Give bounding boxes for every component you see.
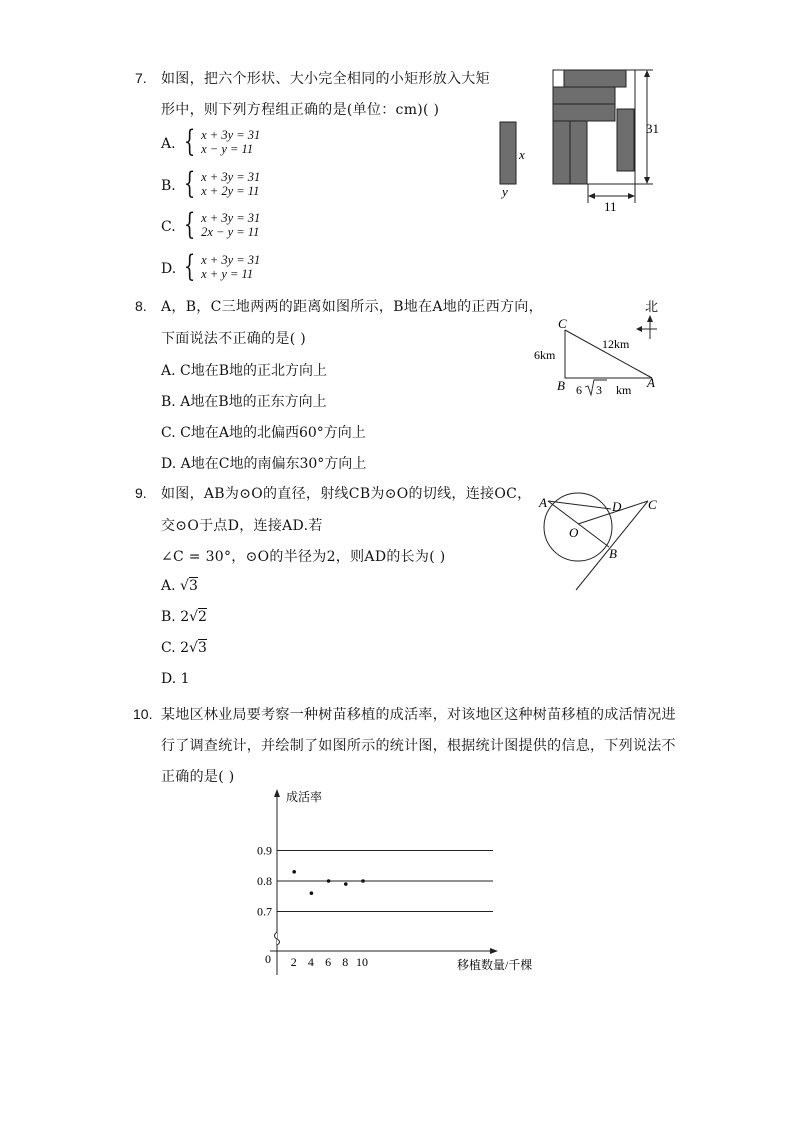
q9-option-c-coef: 2 (180, 640, 190, 656)
q8-label-ba-unit: km (616, 383, 632, 397)
q8-point-a: A (647, 375, 655, 390)
q8-option-a[interactable] (161, 360, 327, 380)
q7-label-31: 31 (646, 121, 659, 136)
q7-rectangle-figure (495, 65, 675, 215)
q9-option-b[interactable] (161, 609, 207, 625)
q9-point-b: B (609, 546, 617, 561)
q9-text-line1: 如图，AB为⊙O的直径，射线CB为⊙O的切线，连接OC， (161, 486, 532, 502)
data-point (310, 891, 314, 895)
q10-text-line3: 正确的是( ) (161, 769, 235, 785)
q9-option-d-label: D. (161, 671, 177, 687)
q9-text-line3: ∠C = 30°，⊙O的半径为2，则AD的长为( ) (161, 549, 446, 565)
chart-xlabel: 移植数量/千棵 (457, 958, 533, 972)
q7-a-eq1: x + 3y = 31 (201, 128, 261, 142)
y-tick-label: 0.8 (257, 874, 272, 888)
q9-option-c-rad: 3 (197, 640, 207, 656)
q8-label-cb: 6km (534, 348, 556, 362)
brace-icon: { (183, 124, 196, 159)
q9-option-b-rad: 2 (198, 609, 207, 625)
q7-option-c-system (180, 207, 261, 242)
q9-number: 9. (135, 485, 147, 501)
q9-option-a-label: A. (161, 578, 176, 594)
q8-option-d-label: D. (161, 456, 177, 472)
q7-option-c-label[interactable]: C. (161, 219, 176, 235)
x-axis-arrow-icon (490, 948, 498, 954)
q7-option-a-label[interactable]: A. (161, 136, 176, 152)
q7-label-y: y (502, 184, 508, 199)
axis-break-icon (275, 932, 280, 945)
y-tick-label: 0.9 (257, 843, 272, 858)
q7-option-b-label[interactable]: B. (161, 178, 176, 194)
sqrt-icon: √ (189, 640, 198, 656)
q9-circle-figure (530, 480, 670, 595)
q8-point-b: B (557, 378, 565, 393)
q7-option-b-system (180, 166, 261, 201)
chart-origin-label: 0 (265, 952, 271, 966)
q7-label-11: 11 (604, 199, 617, 214)
y-tick-label: 0.7 (257, 904, 272, 919)
data-point (292, 870, 296, 874)
q8-option-c-label: C. (161, 425, 176, 441)
q7-option-a-system (180, 124, 261, 159)
q8-option-c-text: C地在A地的北偏西60°方向上 (180, 425, 366, 441)
q9-option-d[interactable] (161, 671, 190, 687)
brace-icon: { (183, 207, 196, 242)
x-tick-label: 4 (307, 955, 314, 969)
q7-option-d-system (180, 249, 261, 284)
brace-icon: { (183, 249, 196, 284)
q10-text-line1: 某地区林业局要考察一种树苗移植的成活率，对该地区这种树苗移植的成活情况进 (161, 707, 676, 723)
q9-option-b-coef: 2 (180, 609, 190, 625)
q10-text-line2: 行了调查统计，并绘制了如图所示的统计图，根据统计图提供的信息，下列说法不 (161, 738, 676, 754)
q7-option-d-label[interactable]: D. (161, 261, 177, 277)
q8-text-line2: 下面说法不正确的是( ) (161, 331, 306, 347)
q8-option-a-label: A. (161, 363, 176, 379)
q9-option-c[interactable] (161, 640, 207, 656)
x-tick-label: 6 (325, 955, 332, 969)
q7-d-eq1: x + 3y = 31 (201, 253, 261, 267)
x-tick-label: 8 (342, 955, 349, 969)
q9-point-o: O (569, 525, 579, 540)
q8-option-c[interactable] (161, 422, 366, 442)
data-point (361, 879, 365, 883)
q7-b-eq2: x + 2y = 11 (201, 184, 260, 198)
q9-point-a: A (539, 495, 547, 510)
x-tick-label: 2 (290, 955, 297, 969)
q8-option-d[interactable] (161, 453, 366, 473)
q7-a-eq2: x − y = 11 (201, 142, 254, 156)
q8-text-line1: A，B，C三地两两的距离如图所示，B地在A地的正西方向， (161, 299, 543, 315)
q8-option-a-text: C地在B地的正北方向上 (180, 363, 328, 379)
q7-b-eq1: x + 3y = 31 (201, 170, 261, 184)
q7-text-line1: 如图，把六个形状、大小完全相同的小矩形放入大矩 (161, 71, 490, 87)
q8-label-ba-rad: 3 (596, 383, 602, 397)
q9-option-b-label: B. (161, 609, 176, 625)
q7-c-eq1: x + 3y = 31 (201, 211, 261, 225)
q8-triangle-figure (530, 295, 665, 400)
q10-number: 10. (133, 706, 153, 722)
q8-option-d-text: A地在C地的南偏东30°方向上 (180, 456, 367, 472)
y-axis-arrow-icon (274, 789, 280, 797)
q8-point-c: C (558, 316, 567, 331)
q7-text-line2: 形中，则下列方程组正确的是(单位：cm)( ) (161, 102, 440, 118)
q8-option-b-text: A地在B地的正东方向上 (180, 394, 327, 410)
q9-option-c-label: C. (161, 640, 176, 656)
x-tick-label: 10 (356, 955, 368, 969)
q9-point-d: D (612, 499, 622, 514)
q8-north-label: 北 (645, 299, 659, 314)
q9-text-line2: 交⊙O于点D，连接AD.若 (161, 518, 323, 534)
q8-option-b[interactable] (161, 391, 327, 411)
data-point (327, 879, 331, 883)
q8-label-ba-coef: 6 (576, 383, 582, 397)
q7-number: 7. (135, 70, 147, 86)
q9-option-a-rad: 3 (188, 578, 198, 594)
brace-icon: { (183, 166, 196, 201)
q9-point-c: C (648, 497, 657, 512)
q10-scatter-chart (250, 785, 550, 985)
q7-small-rect (500, 122, 516, 184)
q8-option-b-label: B. (161, 394, 176, 410)
q9-option-a[interactable] (161, 578, 198, 594)
q8-number: 8. (135, 298, 147, 314)
q8-label-ca: 12km (602, 337, 630, 351)
sqrt-icon: √ (189, 609, 199, 625)
chart-ylabel: 成活率 (286, 790, 323, 804)
q7-d-eq2: x + y = 11 (201, 267, 254, 281)
sqrt-icon: √ (180, 578, 189, 594)
q9-option-d-coef: 1 (180, 671, 190, 687)
q7-label-x: x (519, 147, 525, 162)
data-point (344, 882, 348, 886)
q7-c-eq2: 2x − y = 11 (201, 225, 260, 239)
